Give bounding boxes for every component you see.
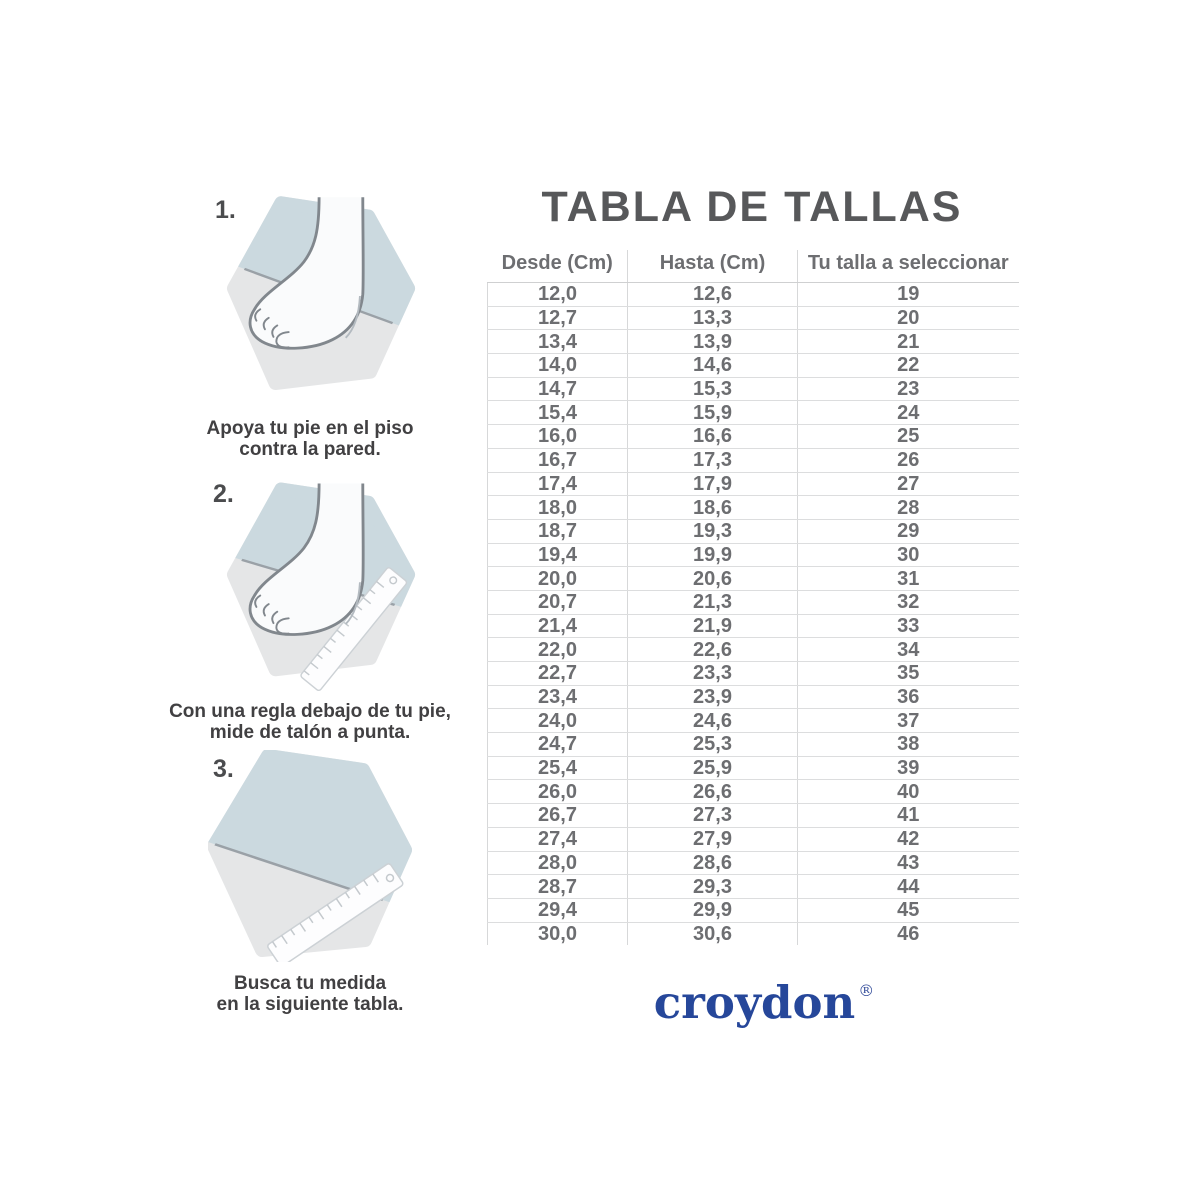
table-cell: 28,6 [628,851,798,875]
table-cell: 24,0 [488,709,628,733]
column-header-talla: Tu talla a seleccionar [798,250,1019,283]
table-cell: 24,7 [488,733,628,757]
table-cell: 37 [798,709,1019,733]
table-cell: 27,9 [628,827,798,851]
table-cell: 25,9 [628,756,798,780]
table-cell: 20,0 [488,567,628,591]
table-cell: 26,7 [488,804,628,828]
table-row [488,306,1019,330]
table-row [488,590,1019,614]
table-cell: 25,4 [488,756,628,780]
table-row [488,780,1019,804]
table-row [488,354,1019,378]
page-title: TABLA DE TALLAS [541,183,963,231]
table-cell: 29,9 [628,898,798,922]
registered-trademark-icon: ® [858,981,875,1000]
table-cell: 21,3 [628,590,798,614]
table-cell: 30 [798,543,1019,567]
brand-logo [590,976,935,1029]
table-row [488,425,1019,449]
table-row [488,804,1019,828]
table-cell: 28,0 [488,851,628,875]
table-cell: 18,7 [488,519,628,543]
table-cell: 20,6 [628,567,798,591]
step-1-foot-against-wall-illustration [226,190,416,402]
table-cell: 13,3 [628,306,798,330]
table-cell: 13,4 [488,330,628,354]
table-cell: 19,4 [488,543,628,567]
table-row [488,709,1019,733]
table-cell: 23,3 [628,662,798,686]
table-cell: 45 [798,898,1019,922]
table-cell: 12,6 [628,283,798,307]
table-cell: 31 [798,567,1019,591]
step-2-foot-with-ruler-illustration [226,476,416,698]
table-row [488,922,1019,945]
step-2-number: 2. [213,480,234,508]
table-cell: 20,7 [488,590,628,614]
table-cell: 21,9 [628,614,798,638]
table-cell: 35 [798,662,1019,686]
step-3-caption [140,973,480,1015]
table-cell: 15,3 [628,377,798,401]
table-row [488,448,1019,472]
table-cell: 27,3 [628,804,798,828]
table-cell: 26 [798,448,1019,472]
table-cell: 19,9 [628,543,798,567]
table-row [488,851,1019,875]
table-cell: 16,0 [488,425,628,449]
size-table [487,250,1019,945]
table-cell: 27,4 [488,827,628,851]
step-3-number: 3. [213,755,234,783]
step-2-caption [140,701,480,743]
table-cell: 12,7 [488,306,628,330]
table-cell: 36 [798,685,1019,709]
table-row [488,898,1019,922]
table-cell: 44 [798,875,1019,899]
table-row [488,827,1019,851]
step-1-number: 1. [215,196,236,224]
table-cell: 19,3 [628,519,798,543]
size-table-header-row [488,250,1019,283]
table-cell: 29,4 [488,898,628,922]
table-cell: 21 [798,330,1019,354]
table-cell: 23 [798,377,1019,401]
table-cell: 18,6 [628,496,798,520]
step-2-caption-line-2: mide de talón a punta. [209,722,411,743]
table-row [488,519,1019,543]
table-cell: 30,0 [488,922,628,945]
table-cell: 12,0 [488,283,628,307]
table-cell: 22,6 [628,638,798,662]
table-cell: 28,7 [488,875,628,899]
table-cell: 29,3 [628,875,798,899]
table-cell: 14,0 [488,354,628,378]
table-cell: 14,7 [488,377,628,401]
table-cell: 16,6 [628,425,798,449]
table-cell: 39 [798,756,1019,780]
table-cell: 14,6 [628,354,798,378]
table-row [488,685,1019,709]
table-row [488,614,1019,638]
column-header-desde-cm: Desde (Cm) [488,250,628,283]
column-header-hasta-cm: Hasta (Cm) [628,250,798,283]
table-cell: 15,9 [628,401,798,425]
step-3-ruler-on-floor-illustration [208,750,413,962]
table-cell: 17,3 [628,448,798,472]
table-cell: 40 [798,780,1019,804]
table-row [488,733,1019,757]
table-cell: 22 [798,354,1019,378]
table-cell: 41 [798,804,1019,828]
table-row [488,875,1019,899]
table-cell: 22,0 [488,638,628,662]
table-cell: 42 [798,827,1019,851]
table-row [488,330,1019,354]
step-1-caption [140,418,480,460]
table-cell: 15,4 [488,401,628,425]
step-1-caption-line-2: contra la pared. [239,439,381,460]
table-cell: 46 [798,922,1019,945]
table-cell: 32 [798,590,1019,614]
table-cell: 27 [798,472,1019,496]
table-row [488,543,1019,567]
table-cell: 23,9 [628,685,798,709]
table-cell: 25 [798,425,1019,449]
table-cell: 30,6 [628,922,798,945]
table-cell: 33 [798,614,1019,638]
table-cell: 23,4 [488,685,628,709]
table-cell: 16,7 [488,448,628,472]
table-cell: 13,9 [628,330,798,354]
table-cell: 22,7 [488,662,628,686]
table-cell: 24,6 [628,709,798,733]
step-1-caption-line-1: Apoya tu pie en el piso [206,418,414,439]
table-cell: 25,3 [628,733,798,757]
table-cell: 17,9 [628,472,798,496]
brand-name: croydon [653,976,856,1029]
step-3-caption-line-2: en la siguiente tabla. [216,994,404,1015]
table-cell: 21,4 [488,614,628,638]
table-cell: 24 [798,401,1019,425]
step-2-caption-line-1: Con una regla debajo de tu pie, [169,701,451,722]
table-row [488,283,1019,307]
step-3-caption-line-1: Busca tu medida [233,973,387,994]
table-cell: 29 [798,519,1019,543]
table-row [488,756,1019,780]
table-cell: 38 [798,733,1019,757]
table-row [488,496,1019,520]
table-cell: 43 [798,851,1019,875]
table-row [488,377,1019,401]
table-row [488,401,1019,425]
table-cell: 26,6 [628,780,798,804]
table-cell: 18,0 [488,496,628,520]
table-row [488,567,1019,591]
table-cell: 19 [798,283,1019,307]
table-row [488,662,1019,686]
table-row [488,472,1019,496]
table-cell: 20 [798,306,1019,330]
table-row [488,638,1019,662]
table-cell: 34 [798,638,1019,662]
table-cell: 26,0 [488,780,628,804]
table-cell: 28 [798,496,1019,520]
table-cell: 17,4 [488,472,628,496]
